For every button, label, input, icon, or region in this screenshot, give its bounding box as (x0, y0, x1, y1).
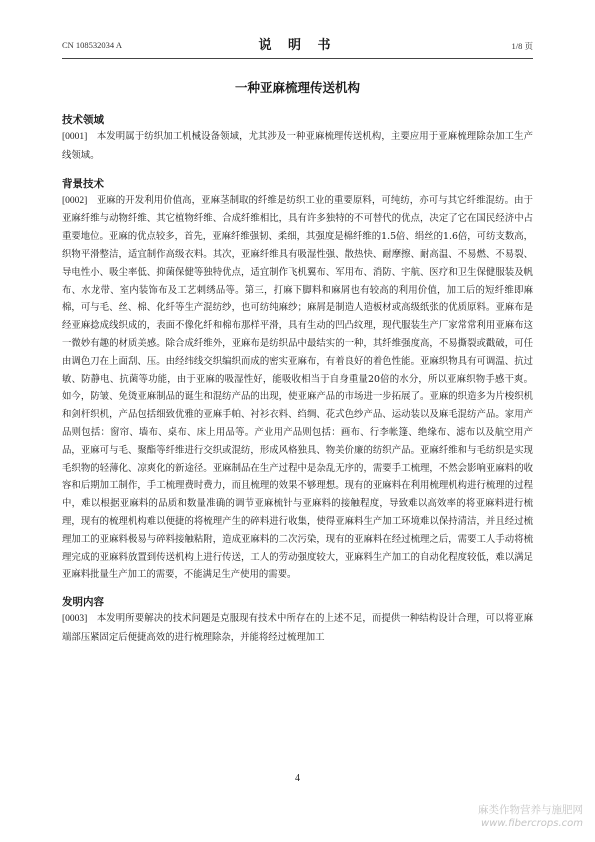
header-divider (62, 58, 533, 59)
section-heading: 背景技术 (62, 177, 104, 190)
paragraph-number: [0002] (62, 195, 88, 206)
paragraph-number: [0001] (62, 132, 88, 142)
document-number: CN 108532034 A (62, 40, 122, 50)
page-header (62, 34, 533, 56)
section-background (62, 176, 533, 585)
paragraph (62, 128, 533, 165)
section-technical-field (62, 112, 533, 165)
paragraph-number: [0003] (62, 614, 88, 625)
paragraph-text: 本发明所要解决的技术问题是克服现有技术中所存在的上述不足，而提供一种结构设计合理，可以将亚麻端部压紧固定后便捷高效的进行梳理除杂，并能将经过梳理加工 (62, 613, 533, 643)
page-number: 4 (295, 773, 300, 784)
watermark-name: 麻类作物营养与施肥网 (478, 804, 583, 816)
watermark-url: www.fibercrops.com (481, 818, 583, 829)
paragraph (62, 610, 533, 647)
section-heading: 技术领域 (62, 114, 104, 126)
document-title: 一种亚麻梳理传送机构 (234, 80, 360, 95)
section-summary (62, 594, 533, 647)
document-type: 说 明 书 (258, 38, 337, 53)
paragraph-text: 亚麻的开发利用价值高，亚麻茎制取的纤维是纺织工业的重要原料，可纯纺，亦可与其它纤维混纺。由于亚麻纤维与动物纤维、其它植物纤维、合成纤维相比，具有许多独特的不可替代的优点，决定了它在国民经济中占重要地位。亚麻的优点较多，首先，亚麻纤维强韧、柔细，其强度是棉纤维的1.5倍、绢丝的1.6倍，可纺支数高，织物平滑整洁，适宜制作高级衣料。其次，亚麻纤维具有吸湿性强、散热快、耐摩擦、耐高温、不易燃、不易裂、导电性小、吸尘率低、抑菌保健等独特优点，适宜制作飞机翼布、军用布、消防、宇航、医疗和卫生保健服装及帆布、水龙带、室内装饰布及工艺刺绣品等。第三，打麻下脚料和麻屑也有较高的利用价值，加工后的短纤维即麻棉，可与毛、丝、棉、化纤等生产混纺纱，也可纺纯麻纱；麻屑是制造人造板材或高级纸张的优质原料。亚麻布是经亚麻捻成线织成的，表面不像化纤和棉布那样平滑，具有生动的凹凸纹理，现代服装生产厂家常常利用亚麻布这一微妙有趣的材质美感。除合成纤维外，亚麻布是纺织品中最结实的一种，其纤维强度高，不易撕裂或戳破，可任由调色刀在上面刮、压。由经纬线交织编织而成的密实亚麻布，有着良好的着色性能。亚麻织物具有可调温、抗过敏、防静电、抗菌等功能，由于亚麻的吸湿性好，能吸收相当于自身重量20倍的水分，所以亚麻织物手感干爽。如今，防皱、免烫亚麻制品的诞生和混纺产品的出现，使亚麻产品的市场进一步拓展了。亚麻的织造多为片梭织机和剑杆织机，产品包括细致优雅的亚麻手帕、衬衫衣料、绉绸、花式色纱产品、运动装以及麻毛混纺产品。家用产品则包括：窗帘、墙布、桌布、床上用品等。产业用产品则包括：画布、行李帐篷、绝缘布、滤布以及航空用产品，亚麻可与毛、聚酯等纤维进行交织或混纺，形成风格独具、物美价廉的纺织产品。亚麻纤维和与毛纺织是实现毛织物的轻薄化、凉爽化的新途径。亚麻制品在生产过程中是杂乱无序的，需要手工梳理，不然会影响亚麻料的收容和后期加工制作，手工梳理费时费力，而且梳理的效果不够理想。现有的亚麻料在利用梳理机构进行梳理的过程中，难以根据亚麻料的品质和数量准确的调节亚麻梳针与亚麻料的接触程度，导致难以高效率的将亚麻料进行梳理，现有的梳理机构难以便捷的将梳理产生的碎料进行收集，使得亚麻料生产加工环境难以保持清洁，并且经过梳理加工的亚麻料极易与碎料接触粘附，造成亚麻料的二次污染，现有的亚麻料在经过梳理之后，需要工人手动将梳理完成的亚麻料放置到传送机构上进行传送，工人的劳动强度较大，亚麻料生产加工的自动化程度较低，难以满足亚麻料批量生产加工的需要，不能满足生产使用的需要。 (62, 194, 533, 581)
paragraph-text: 本发明属于纺织加工机械设备领域，尤其涉及一种亚麻梳理传送机构，主要应用于亚麻梳理除杂加工生产线领域。 (62, 131, 533, 161)
document-body (62, 112, 533, 647)
paragraph (62, 192, 533, 585)
watermark (478, 804, 583, 830)
section-heading: 发明内容 (62, 596, 104, 609)
page-indicator: 1/8 页 (511, 41, 533, 51)
